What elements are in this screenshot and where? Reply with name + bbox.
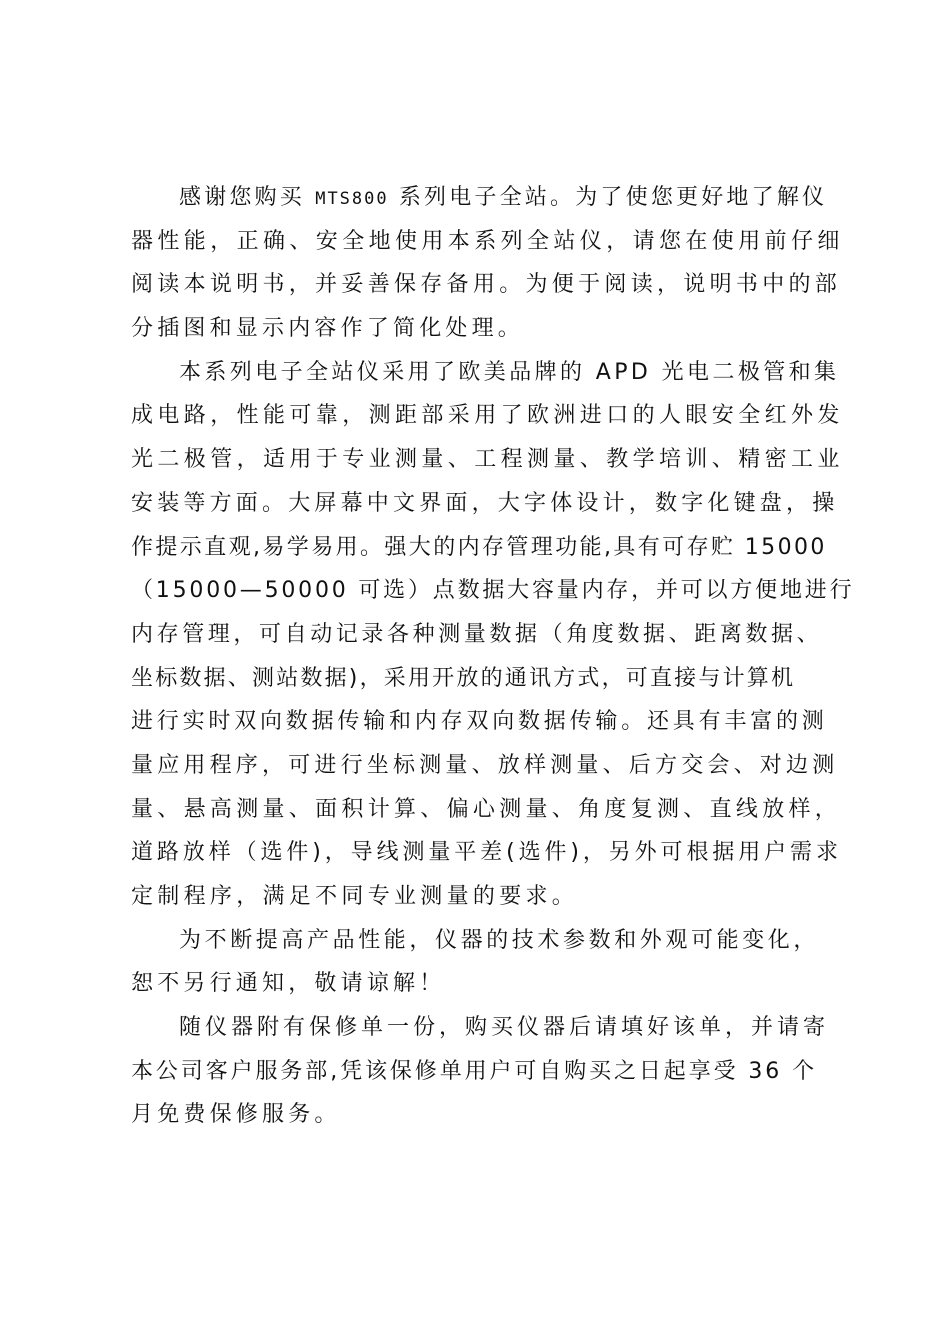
text-line: 随仪器附有保修单一份，购买仪器后请填好该单，并请寄: [179, 1015, 830, 1041]
text-run: 系列电子全站。为了使您更好地了解仪: [388, 185, 828, 210]
text-line: 进行实时双向数据传输和内存双向数据传输。还具有丰富的测: [131, 709, 828, 735]
text-line: 量应用程序，可进行坐标测量、放样测量、后方交会、对边测: [131, 752, 839, 778]
text-line: 作提示直观,易学易用。强大的内存管理功能,具有可存贮 15000: [131, 534, 827, 560]
text-line: [131, 176, 828, 220]
text-line: 内存管理，可自动记录各种测量数据（角度数据、距离数据、: [131, 621, 823, 647]
text-line: 阅读本说明书，并妥善保存备用。为便于阅读，说明书中的部: [131, 272, 842, 298]
paragraph-notice: [131, 919, 828, 1006]
model-number: MTS800: [315, 189, 389, 209]
text-line: 月免费保修服务。: [131, 1102, 341, 1128]
text-run: 感谢您购买: [179, 185, 316, 210]
text-line: （15000—50000 可选）点数据大容量内存，并可以方便地进行: [131, 578, 855, 604]
text-line: 光二极管，适用于专业测量、工程测量、教学培训、精密工业: [131, 447, 844, 473]
text-line: 本系列电子全站仪采用了欧美品牌的 APD 光电二极管和集: [179, 359, 840, 385]
text-line: 安装等方面。大屏幕中文界面，大字体设计，数字化键盘，操: [131, 490, 839, 516]
text-line: 成电路，性能可靠，测距部采用了欧洲进口的人眼安全红外发: [131, 403, 844, 429]
text-line: 为不断提高产品性能，仪器的技术参数和外观可能变化，: [179, 927, 820, 953]
text-line: 恕不另行通知，敬请谅解！: [131, 971, 446, 997]
text-line: 定制程序，满足不同专业测量的要求。: [131, 884, 579, 909]
paragraph-warranty: [131, 1006, 828, 1137]
text-line: 量、悬高测量、面积计算、偏心测量、角度复测、直线放样，: [131, 796, 842, 822]
manual-preface-text: [131, 176, 855, 1137]
text-line: 本公司客户服务部,凭该保修单用户可自购买之日起享受 36 个: [131, 1058, 817, 1084]
text-line: 道路放样（选件)，导线测量平差(选件)，另外可根据用户需求: [131, 840, 842, 866]
paragraph-intro: [131, 176, 844, 351]
text-line: 器性能，正确、安全地使用本系列全站仪，请您在使用前仔细: [131, 228, 844, 254]
text-line: 坐标数据、测站数据)，采用开放的通讯方式，可直接与计算机: [131, 665, 796, 691]
text-line: 分插图和显示内容作了简化处理。: [131, 316, 525, 342]
paragraph-features: [131, 351, 855, 919]
